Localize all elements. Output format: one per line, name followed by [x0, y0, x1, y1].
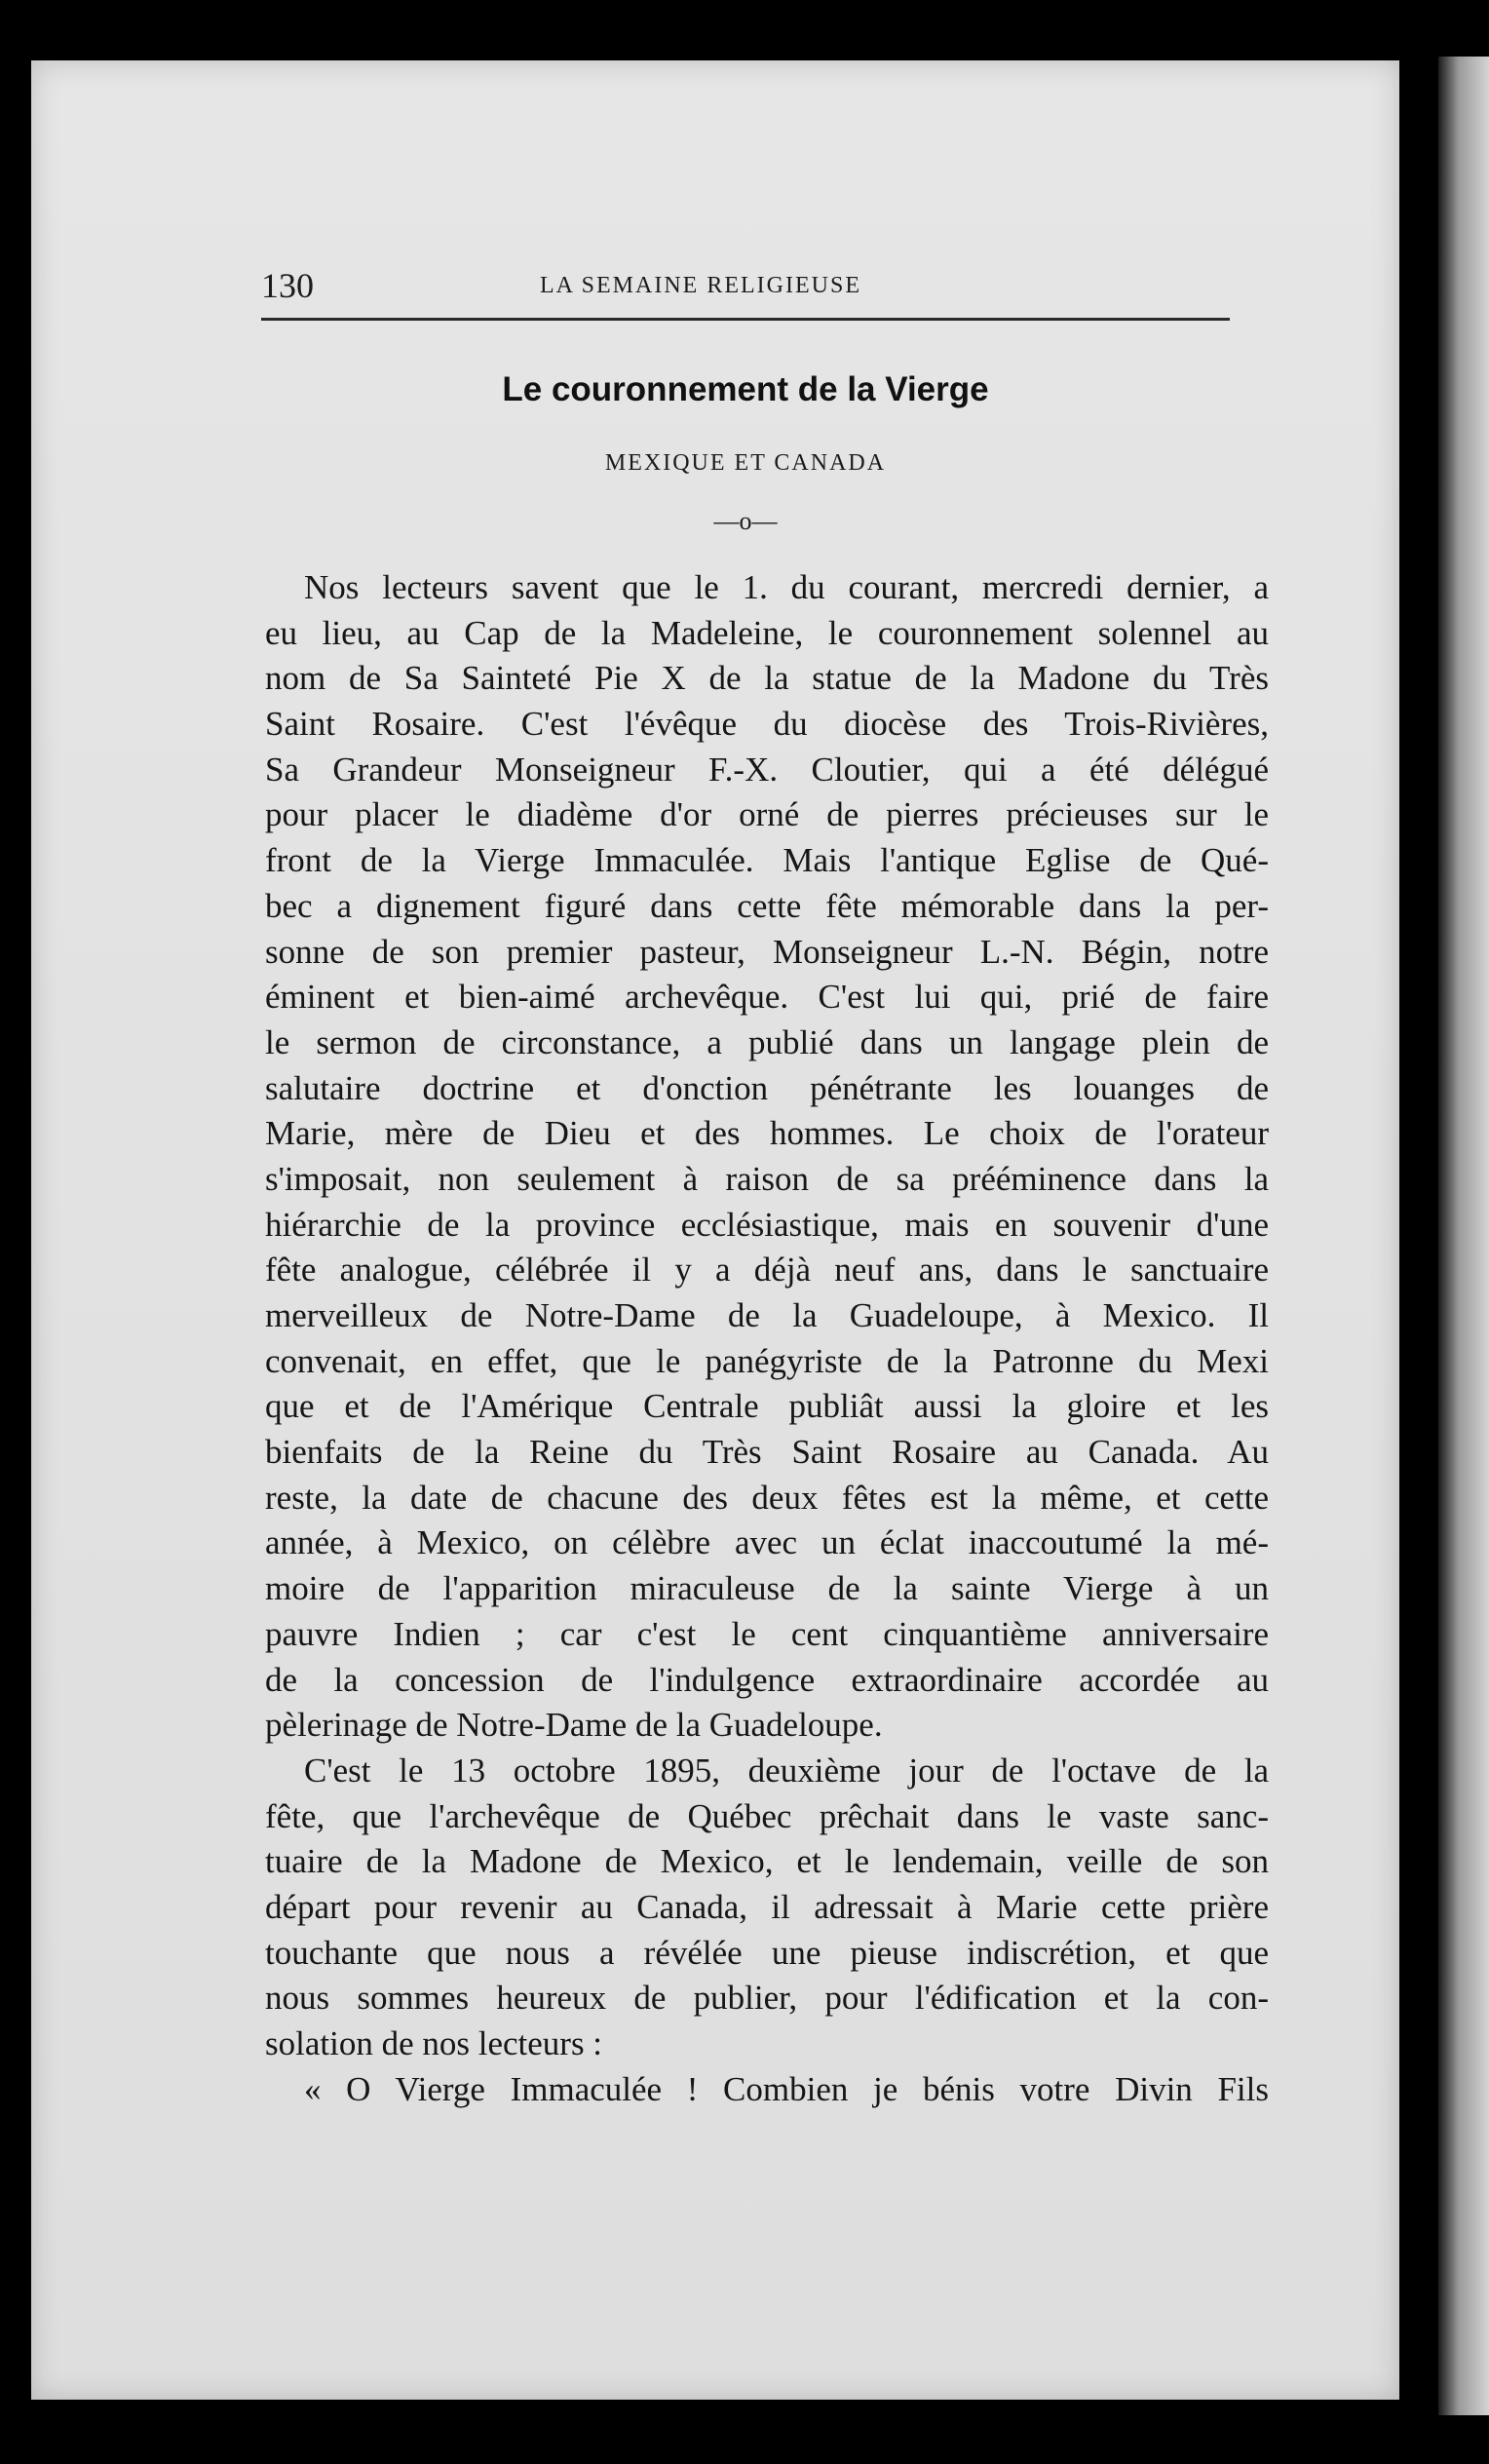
text-line: touchante que nous a révélée une pieuse indiscrétion, et que	[265, 1933, 1269, 1972]
text-line: fête, que l'archevêque de Québec prêchait dans le vaste sanc-	[265, 1796, 1269, 1835]
text-line: Nos lecteurs savent que le 1. du courant, mercredi dernier, a	[304, 568, 1269, 606]
text-line: « O Vierge Immaculée ! Combien je bénis votre Divin Fils	[304, 2069, 1269, 2108]
article-body	[265, 565, 1269, 2112]
text-line: tuaire de la Madone de Mexico, et le lendemain, veille de son	[265, 1842, 1269, 1881]
text-line: salutaire doctrine et d'onction pénétrante les louanges de	[265, 1068, 1269, 1107]
text-line: nous sommes heureux de publier, pour l'édification et la con-	[265, 1979, 1269, 2018]
text-line: C'est le 13 octobre 1895, deuxième jour de l'octave de la	[304, 1751, 1269, 1790]
text-line: moire de l'apparition miraculeuse de la sainte Vierge à un	[265, 1569, 1269, 1608]
text-line: sonne de son premier pasteur, Monseigneur L.-N. Bégin, notre	[265, 932, 1269, 971]
text-line: eu lieu, au Cap de la Madeleine, le couronnement solennel au	[265, 613, 1269, 652]
text-line: fête analogue, célébrée il y a déjà neuf ans, dans le sanctuaire	[265, 1251, 1269, 1290]
text-line: que et de l'Amérique Centrale publiât aussi la gloire et les	[265, 1387, 1269, 1426]
running-header	[261, 261, 1230, 321]
text-line: départ pour revenir au Canada, il adressait à Marie cette prière	[265, 1887, 1269, 1926]
article-subtitle: MEXIQUE ET CANADA	[604, 450, 887, 476]
text-line: convenait, en effet, que le panégyriste de la Patronne du Mexi	[265, 1341, 1269, 1380]
text-line: reste, la date de chacune des deux fêtes est la même, et cette	[265, 1478, 1269, 1517]
text-line: s'imposait, non seulement à raison de sa prééminence dans la	[265, 1159, 1269, 1198]
text-line: pauvre Indien ; car c'est le cent cinquantième anniversaire	[265, 1614, 1269, 1653]
text-line: front de la Vierge Immaculée. Mais l'antique Eglise de Qué-	[265, 841, 1269, 880]
text-line: pour placer le diadème d'or orné de pierres précieuses sur le	[265, 795, 1269, 834]
text-line: pèlerinage de Notre-Dame de la Guadeloupe.	[265, 1706, 883, 1745]
next-page-edge	[1438, 57, 1489, 2415]
article-title: Le couronnement de la Vierge	[502, 370, 989, 408]
text-line: solation de nos lecteurs :	[265, 2024, 603, 2062]
journal-title: LA SEMAINE RELIGIEUSE	[540, 273, 861, 298]
text-line: hiérarchie de la province ecclésiastique, mais en souvenir d'une	[265, 1205, 1269, 1244]
page-number: 130	[261, 266, 314, 305]
text-line: nom de Sa Sainteté Pie X de la statue de la Madone du Très	[265, 659, 1269, 698]
text-line: merveilleux de Notre-Dame de la Guadeloupe, à Mexico. Il	[265, 1296, 1269, 1334]
text-line: bienfaits de la Reine du Très Saint Rosaire au Canada. Au	[265, 1433, 1269, 1472]
text-line: bec a dignement figuré dans cette fête mémorable dans la per-	[265, 886, 1269, 925]
section-separator: —o—	[713, 507, 778, 535]
text-line: éminent et bien-aimé archevêque. C'est lui qui, prié de faire	[265, 978, 1269, 1017]
text-line: de la concession de l'indulgence extraordinaire accordée au	[265, 1660, 1269, 1699]
text-line: le sermon de circonstance, a publié dans un langage plein de	[265, 1022, 1269, 1061]
text-line: Marie, mère de Dieu et des hommes. Le choix de l'orateur	[265, 1114, 1269, 1153]
text-line: Sa Grandeur Monseigneur F.-X. Cloutier, qui a été délégué	[265, 750, 1269, 789]
text-line: Saint Rosaire. C'est l'évêque du diocèse des Trois-Rivières,	[265, 705, 1269, 744]
text-line: année, à Mexico, on célèbre avec un éclat inaccoutumé la mé-	[265, 1523, 1269, 1562]
